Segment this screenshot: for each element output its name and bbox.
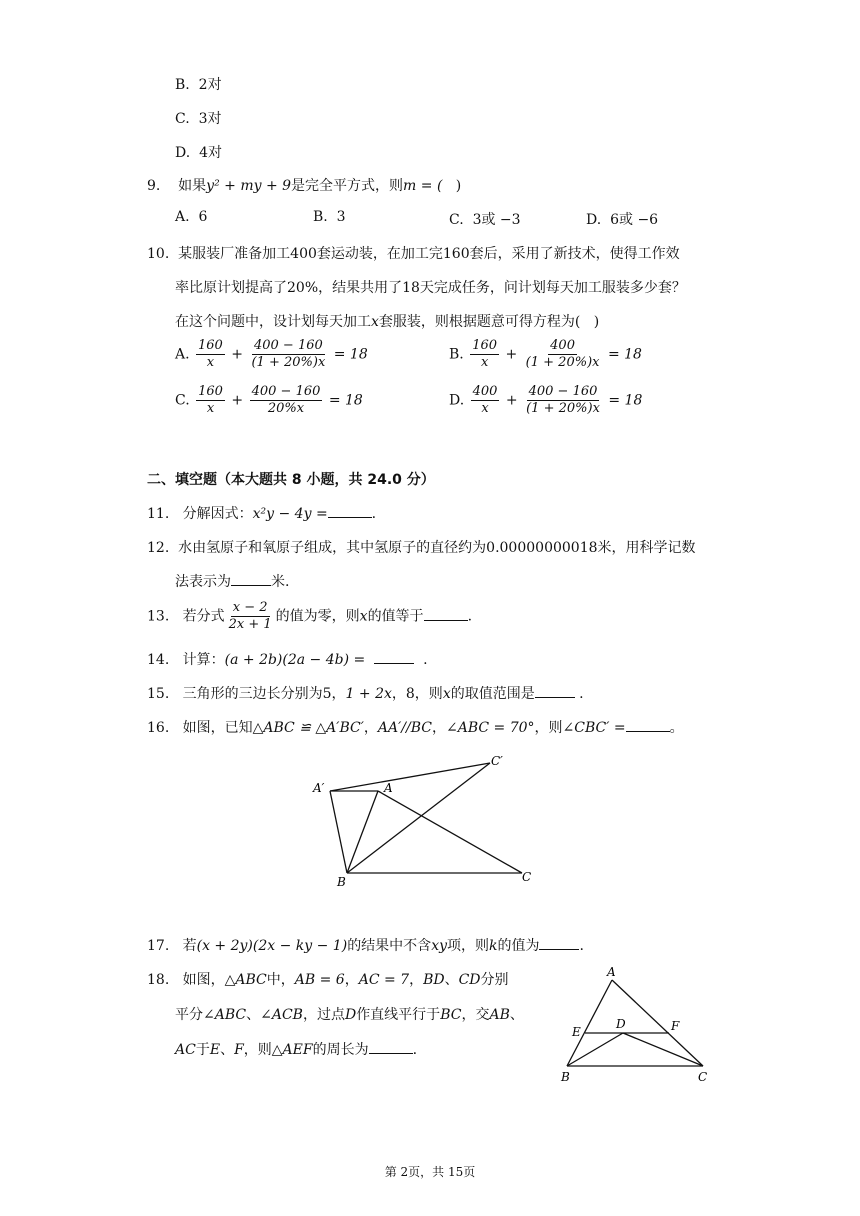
denominator: x <box>206 355 215 370</box>
stem-text: ，过点 <box>302 1007 345 1023</box>
math-expr: 1 + 2x <box>345 686 392 702</box>
math-expr: y² + my + 9 <box>206 178 292 194</box>
stem-text: ， <box>409 972 424 988</box>
option-letter: B. <box>175 77 190 93</box>
fraction <box>471 384 500 417</box>
option-letter: C. <box>449 212 464 228</box>
option-letter: D. <box>449 392 465 409</box>
stem-text: 如图， <box>182 972 225 988</box>
stem-text: 法表示为 <box>175 574 231 590</box>
math-expr: = 18 <box>333 346 368 363</box>
math-expr: AA′//BC <box>377 720 432 736</box>
q10-option-c: C. $\frac{160}{x}$ + $\frac{400 - 160}{20\%x}$ = 18 <box>175 384 363 416</box>
math-expr: AC <box>175 1042 196 1058</box>
q13 <box>147 600 472 633</box>
label-d: D <box>616 1017 626 1031</box>
option-text: 6或 −6 <box>610 212 659 228</box>
label-a-prime: A′ <box>313 781 325 795</box>
math-expr: = 18 <box>608 392 643 409</box>
numerator: 160 <box>472 338 498 353</box>
stem-text: 的取值范围是 <box>450 686 535 702</box>
denominator: (1 + 20%)x <box>526 401 600 416</box>
denominator: x <box>481 401 489 416</box>
q9-option-a <box>175 209 207 225</box>
fraction <box>470 338 499 371</box>
q9-option-c <box>449 209 521 229</box>
numerator: 400 − 160 <box>528 384 598 399</box>
period: 。 <box>669 720 684 736</box>
numerator: 400 <box>550 338 575 353</box>
math-expr: AC = 7 <box>358 972 410 988</box>
fraction <box>249 338 327 371</box>
stem-text: 的结果中不含 <box>347 938 432 954</box>
stem-text: 某服装厂准备加工400套运动装，在加工完160套后，采用了新技术，使得工作效 <box>178 246 680 262</box>
math-var: x <box>359 608 368 625</box>
label-c: C <box>522 870 532 884</box>
question-number: 15. <box>147 686 170 702</box>
label-b: B <box>337 875 346 889</box>
denominator: x <box>480 355 489 370</box>
stem-text: ，则 <box>534 720 563 736</box>
fraction <box>250 384 323 417</box>
q16 <box>147 717 684 737</box>
q17 <box>147 935 584 955</box>
math-expr: BD <box>423 972 445 988</box>
label-a: A <box>607 965 616 979</box>
math-expr: m = ( <box>403 178 443 194</box>
math-expr: AB <box>489 1007 510 1023</box>
option-letter: C. <box>175 111 190 127</box>
stem-text: ， <box>431 720 446 736</box>
stem-text: 的值等于 <box>367 608 424 625</box>
math-expr: △AEF <box>271 1042 313 1058</box>
stem-text: 的周长为 <box>312 1042 369 1058</box>
q10-option-a: A. $\frac{160}{x}$ + $\frac{400 - 160}{(1 + 20\%)x}$ = 18 <box>175 338 368 370</box>
answer-blank[interactable] <box>231 573 271 586</box>
fraction <box>196 338 225 371</box>
answer-blank[interactable] <box>626 719 670 732</box>
section-heading: 二、填空题（本大题共 8 小题，共 24.0 分） <box>147 472 435 488</box>
answer-blank[interactable] <box>535 685 575 698</box>
stem-text: 米. <box>271 574 290 590</box>
q8-option-c <box>175 108 222 128</box>
answer-blank[interactable] <box>374 651 414 664</box>
q15 <box>147 683 584 703</box>
option-letter: A. <box>175 346 190 363</box>
denominator: x <box>206 401 215 416</box>
q10-option-b: B. $\frac{160}{x}$ + $\frac{400}{(1 + 20\%)x}$ = 18 <box>449 338 642 370</box>
answer-blank[interactable] <box>328 505 372 518</box>
stem-text: ，交 <box>461 1007 490 1023</box>
stem-text: 于 <box>195 1042 210 1058</box>
label-a: A <box>384 781 393 795</box>
option-letter: D. <box>175 145 191 161</box>
stem-text: 、 <box>509 1007 524 1023</box>
question-number: 18. <box>147 972 170 988</box>
math-expr: AB = 6 <box>294 972 345 988</box>
numerator: x − 2 <box>232 600 268 615</box>
math-expr: = 18 <box>607 346 642 363</box>
question-number: 12. <box>147 540 170 556</box>
question-number: 13. <box>147 608 170 625</box>
stem-text: 项，则 <box>447 938 489 954</box>
stem-text: 的值为 <box>497 938 540 954</box>
numerator: 400 − 160 <box>253 338 323 353</box>
question-number: 17. <box>147 938 170 954</box>
period: . <box>579 686 584 702</box>
stem-text: 、 <box>220 1042 235 1058</box>
q12-line2 <box>175 571 289 591</box>
q18-line3 <box>175 1039 417 1059</box>
denominator: (1 + 20%)x <box>525 355 600 370</box>
math-var: xy <box>431 938 447 954</box>
stem-text: ， <box>363 720 378 736</box>
q18-line1 <box>147 969 509 989</box>
stem-text: 在这个问题中，设计划每天加工 <box>175 314 371 330</box>
period: . <box>579 938 584 954</box>
period: . <box>423 652 428 668</box>
q11 <box>147 503 376 523</box>
label-c: C <box>698 1070 708 1084</box>
math-expr: x²y − 4y = <box>252 506 328 522</box>
option-text: 6 <box>198 209 208 225</box>
fraction <box>524 338 602 371</box>
option-letter: B. <box>449 346 464 363</box>
fraction <box>227 600 274 633</box>
math-var: x <box>371 314 379 330</box>
q18-line2 <box>175 1004 524 1024</box>
q8-option-b <box>175 74 222 94</box>
segment-cd <box>623 1033 703 1066</box>
paren: ) <box>593 314 600 330</box>
option-text: 3 <box>336 209 346 225</box>
stem-text: ，8，则 <box>391 686 443 702</box>
q8-option-d <box>175 142 222 162</box>
math-var: k <box>489 938 498 954</box>
q18-figure <box>555 962 725 1087</box>
denominator: 2x + 1 <box>228 617 272 632</box>
q14 <box>147 649 428 669</box>
fraction <box>196 384 225 417</box>
question-number: 16. <box>147 720 170 736</box>
option-text: 3或 −3 <box>472 212 521 228</box>
period: . <box>412 1042 418 1058</box>
stem-text: 分别 <box>480 972 509 988</box>
stem-text: 平分 <box>175 1007 203 1023</box>
math-expr: BC <box>440 1007 462 1023</box>
paren: ) <box>455 178 462 194</box>
period: . <box>467 608 473 625</box>
period: . <box>371 506 377 522</box>
q16-figure <box>300 748 550 893</box>
numerator: 160 <box>198 338 223 353</box>
q9-option-b <box>313 209 346 225</box>
page-footer: 第 2页，共 15页 <box>384 1165 476 1179</box>
numerator: 160 <box>198 384 223 399</box>
question-number: 9. <box>147 178 161 194</box>
denominator: (1 + 20%)x <box>251 355 326 370</box>
math-var: x <box>442 686 451 702</box>
option-letter: D. <box>586 212 602 228</box>
answer-blank[interactable] <box>539 937 579 950</box>
label-b: B <box>561 1070 570 1084</box>
stem-text: 、 <box>246 1007 261 1023</box>
math-expr: ∠ABC = 70° <box>445 720 535 736</box>
stem-text: 三角形的三边长分别为5， <box>182 686 346 702</box>
segment-apb <box>330 791 347 873</box>
math-expr: ∠ABC <box>203 1007 247 1023</box>
math-expr: = 18 <box>328 392 363 409</box>
numerator: 400 <box>472 384 498 399</box>
question-number: 14. <box>147 652 170 668</box>
question-number: 10. <box>147 246 170 262</box>
math-expr: △ABC ≌ △A′BC′ <box>252 720 364 736</box>
answer-blank[interactable] <box>369 1041 413 1054</box>
stem-text: 如图，已知 <box>182 720 253 736</box>
math-expr: ∠CBC′ = <box>562 720 626 736</box>
stem-text: 若 <box>182 938 197 954</box>
q10-line3 <box>175 311 599 331</box>
math-expr: (a + 2b)(2a − 4b) = <box>224 652 366 668</box>
option-text: 4对 <box>199 145 223 161</box>
fraction <box>524 384 602 417</box>
math-expr: CD <box>458 972 481 988</box>
math-expr: △ABC <box>224 972 267 988</box>
denominator: 20%x <box>267 401 305 416</box>
question-number: 11. <box>147 506 170 522</box>
option-letter: B. <box>313 209 328 225</box>
q10-line1 <box>147 243 680 263</box>
stem-text: 、 <box>444 972 459 988</box>
stem-text: 如果 <box>178 178 207 194</box>
stem-text: 作直线平行于 <box>356 1007 441 1023</box>
option-text: 2对 <box>198 77 222 93</box>
q10-line2: 率比原计划提高了20%，结果共用了18天完成任务，问计划每天加工服装多少套？ <box>175 280 686 296</box>
q9-option-d <box>586 209 658 229</box>
numerator: 400 − 160 <box>251 384 321 399</box>
segment-ac <box>612 980 703 1066</box>
label-f: F <box>671 1019 680 1033</box>
math-expr: E <box>209 1042 221 1058</box>
stem-text: 套服装，则根据题意可得方程为( <box>378 314 581 330</box>
math-expr: D <box>344 1007 357 1023</box>
stem-text: 的值为零，则 <box>275 608 360 625</box>
stem-text: 是完全平方式，则 <box>291 178 404 194</box>
q12-line1 <box>147 537 696 557</box>
option-letter: A. <box>175 209 190 225</box>
math-expr: F <box>234 1042 244 1058</box>
option-letter: C. <box>175 392 190 409</box>
segment-apcp <box>330 763 490 791</box>
stem-text: 中， <box>266 972 295 988</box>
q9-stem <box>147 175 461 195</box>
stem-text: 若分式 <box>182 608 225 625</box>
stem-text: 水由氢原子和氧原子组成，其中氢原子的直径约为0.00000000018米，用科学记数 <box>178 540 696 556</box>
label-c-prime: C′ <box>491 754 503 768</box>
label-e: E <box>572 1025 581 1039</box>
math-expr: ∠ACB <box>260 1007 303 1023</box>
answer-blank[interactable] <box>424 608 468 621</box>
stem-text: 分解因式： <box>182 506 253 522</box>
math-expr: (x + 2y)(2x − ky − 1) <box>196 938 348 954</box>
stem-text: ，则 <box>243 1042 272 1058</box>
q10-option-d: D. $\frac{400}{x}$ + $\frac{400 - 160}{(1 + 20\%)x}$ = 18 <box>449 384 643 416</box>
stem-text: 计算： <box>182 652 225 668</box>
stem-text: ， <box>344 972 359 988</box>
option-text: 3对 <box>198 111 222 127</box>
